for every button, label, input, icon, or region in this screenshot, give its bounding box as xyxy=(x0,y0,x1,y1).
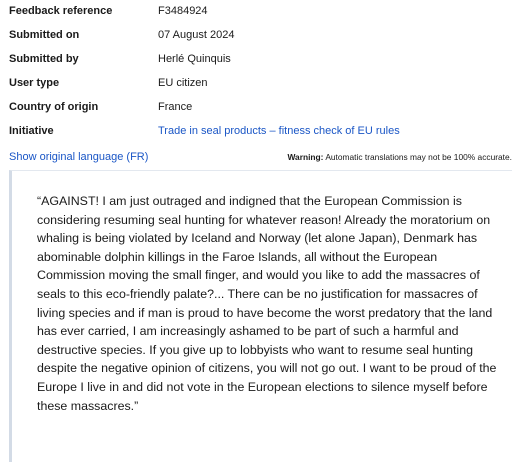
warning-text: Automatic translations may not be 100% accurate. xyxy=(323,152,512,162)
detail-label: Country of origin xyxy=(9,101,99,113)
feedback-quote-box xyxy=(9,170,512,462)
detail-value: 07 August 2024 xyxy=(158,29,235,41)
detail-row-user-type xyxy=(9,72,509,96)
detail-label: Submitted by xyxy=(9,53,79,65)
warning-label: Warning: xyxy=(287,152,324,162)
detail-row-submitted-on xyxy=(9,24,509,48)
translation-warning xyxy=(287,152,512,162)
show-original-language-link[interactable]: Show original language (FR) xyxy=(9,151,149,163)
detail-row-feedback-reference xyxy=(9,0,509,24)
detail-value: Herlé Quinquis xyxy=(158,53,231,65)
feedback-text: “AGAINST! I am just outraged and indigned that the European Commission is considering resuming seal hunting for whatever reason! Already the moratorium on whaling is being violated by Iceland and Norway (let alone Japan), Denmark has abominable dolphin killings in the Faroe Islands, all without the European Commission moving the small finger, and would you like to add the massacres of seals to this eco-friendly palate?... There can be no justification for massacres of living species and if man is proud to have become the worst predatory that the land has ever carried, I am increasingly ashamed to be part of such a harmful and destructive species. If you give up to lobbyists who want to resume seal hunting despite the negative opinion of citizens, you will not go out. I want to be proud of the Europe I live in and did not vote in the European elections to silence myself before these massacres.” xyxy=(37,194,497,413)
detail-value: F3484924 xyxy=(158,5,208,17)
translation-toolbar xyxy=(9,151,512,165)
detail-value: EU citizen xyxy=(158,77,208,89)
detail-label: User type xyxy=(9,77,60,89)
detail-label: Feedback reference xyxy=(9,5,113,17)
detail-value: France xyxy=(158,101,193,113)
detail-row-country-of-origin xyxy=(9,96,509,120)
detail-row-initiative xyxy=(9,120,509,144)
detail-row-submitted-by xyxy=(9,48,509,72)
detail-label: Submitted on xyxy=(9,29,80,41)
detail-label: Initiative xyxy=(9,125,54,137)
feedback-details xyxy=(9,0,509,144)
initiative-link[interactable]: Trade in seal products – fitness check of EU rules xyxy=(158,125,400,137)
